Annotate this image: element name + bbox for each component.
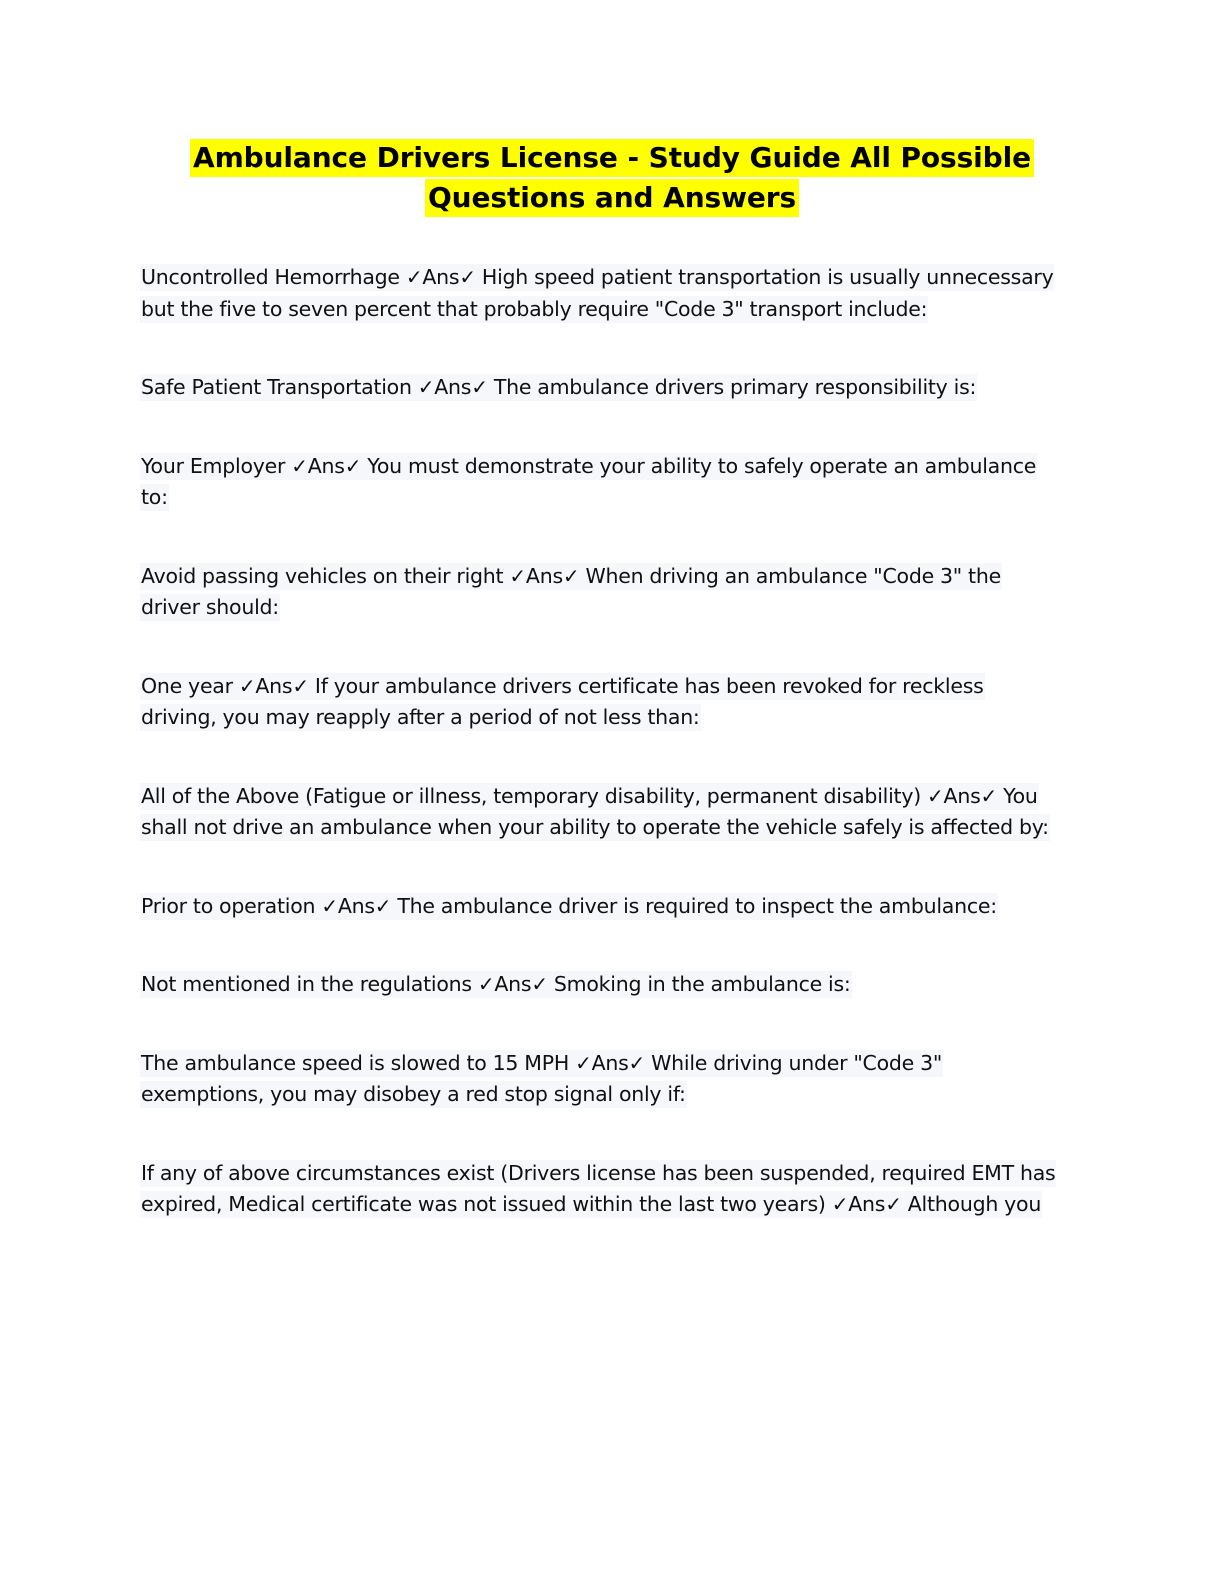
question-text: When driving an ambulance "Code 3" the driver should: (141, 563, 1001, 619)
answer-marker (575, 1051, 645, 1075)
question-text: While driving under "Code 3" exemptions, you may disobey a red stop signal only if: (141, 1050, 943, 1106)
qa-paragraph-text (140, 893, 998, 920)
check-icon: ✓ (628, 1050, 646, 1075)
check-icon: ✓ (471, 375, 488, 399)
answer-marker (509, 564, 579, 588)
qa-paragraph (140, 451, 1056, 514)
question-text: You shall not drive an ambulance when your ability to operate the vehicle safely is affected by: (141, 783, 1049, 839)
check-icon: ✓ (980, 783, 998, 808)
page-title-line-2: Questions and Answers (425, 179, 799, 217)
qa-paragraph-text (140, 563, 1002, 622)
qa-paragraph-text (140, 673, 985, 732)
answer-marker (478, 972, 548, 996)
answer-text: Not mentioned in the regulations (141, 972, 478, 996)
qa-paragraph-text (140, 453, 1037, 512)
check-icon: ✓ (831, 1192, 849, 1216)
qa-paragraph (140, 1048, 1056, 1111)
question-text: Although you (901, 1192, 1042, 1216)
qa-paragraph (140, 372, 1056, 404)
answer-marker (927, 784, 997, 808)
answer-text: If any of above circumstances exist (Drivers license has been suspended, required EMT has expired, Medical certificate was not issued within the last two years) (141, 1160, 1056, 1216)
qa-list (140, 262, 1056, 1221)
qa-paragraph-text (140, 264, 1054, 323)
qa-paragraph-text (140, 1050, 943, 1109)
question-text: You must demonstrate your ability to safely operate an ambulance to: (141, 453, 1037, 509)
qa-paragraph (140, 262, 1056, 325)
answer-marker-label: Ans (848, 1192, 886, 1216)
check-icon: ✓ (344, 453, 362, 478)
qa-paragraph-text (140, 783, 1050, 842)
qa-paragraph (140, 969, 1056, 1001)
answer-marker-label: Ans (307, 453, 345, 478)
question-text: Smoking in the ambulance is: (547, 972, 851, 996)
qa-paragraph (140, 671, 1056, 734)
qa-paragraph-text (140, 1160, 1056, 1219)
answer-marker (291, 454, 361, 478)
page-title-line-1: Ambulance Drivers License - Study Guide All Possible (190, 139, 1034, 177)
answer-marker (321, 894, 391, 918)
check-icon: ✓ (459, 265, 476, 289)
answer-marker (832, 1192, 902, 1216)
check-icon: ✓ (575, 1050, 592, 1075)
answer-marker-label: Ans (255, 673, 293, 698)
check-icon: ✓ (927, 783, 944, 808)
answer-text: Prior to operation (141, 893, 322, 918)
answer-marker-label: Ans (494, 972, 532, 996)
check-icon: ✓ (531, 972, 548, 996)
answer-text: All of the Above (Fatigue or illness, temporary disability, permanent disability) (141, 783, 928, 808)
answer-marker-label: Ans (337, 893, 375, 918)
answer-marker-label: Ans (525, 563, 563, 588)
check-icon: ✓ (321, 893, 338, 918)
check-icon: ✓ (477, 972, 495, 996)
answer-text: Avoid passing vehicles on their right (141, 563, 510, 588)
check-icon: ✓ (562, 563, 580, 588)
answer-marker-label: Ans (943, 783, 981, 808)
answer-marker-label: Ans (434, 375, 472, 399)
qa-paragraph-text (140, 971, 852, 998)
qa-paragraph (140, 561, 1056, 624)
check-icon: ✓ (292, 673, 309, 698)
question-text: High speed patient transportation is usually unnecessary but the five to seven percent that probably require "Code 3" transport include: (141, 265, 1054, 321)
answer-text: Uncontrolled Hemorrhage (141, 265, 406, 289)
check-icon: ✓ (291, 453, 308, 478)
check-icon: ✓ (417, 375, 435, 399)
answer-marker-label: Ans (591, 1050, 629, 1075)
page-title (143, 138, 1081, 218)
question-text: If your ambulance drivers certificate has been revoked for reckless driving, you may reapply after a period of not less than: (141, 673, 984, 729)
answer-marker (418, 375, 488, 399)
answer-text: One year (141, 673, 239, 698)
check-icon: ✓ (374, 893, 392, 918)
answer-marker (406, 265, 476, 289)
qa-paragraph (140, 891, 1056, 923)
answer-marker-label: Ans (422, 265, 460, 289)
question-text: The ambulance drivers primary responsibility is: (487, 375, 977, 399)
check-icon: ✓ (238, 673, 256, 698)
check-icon: ✓ (885, 1192, 902, 1216)
answer-text: Safe Patient Transportation (141, 375, 418, 399)
answer-text: The ambulance speed is slowed to 15 MPH (141, 1050, 576, 1075)
qa-paragraph (140, 1158, 1056, 1221)
answer-text: Your Employer (141, 453, 292, 478)
qa-paragraph (140, 781, 1056, 844)
check-icon: ✓ (405, 265, 423, 289)
answer-marker (239, 674, 309, 698)
question-text: The ambulance driver is required to inspect the ambulance: (391, 893, 997, 918)
qa-paragraph-text (140, 374, 977, 401)
check-icon: ✓ (509, 563, 526, 588)
